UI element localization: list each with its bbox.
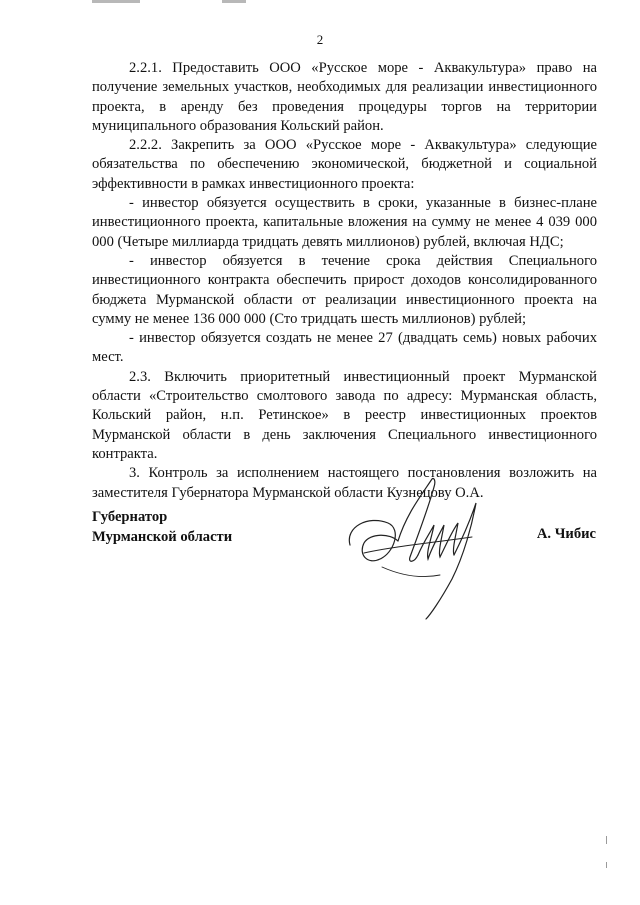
paragraph-2-2-1: 2.2.1. Предоставить ООО «Русское море - Аквакультура» право на получение земельных участков, необходимых для реализации инвестиционного проекта, в аренду без проведения процедуры торгов на территории муниципального образования Кольский район.	[92, 60, 597, 134]
signatory-title-line-2: Мурманской области	[92, 528, 233, 545]
paragraph-3: 3. Контроль за исполнением настоящего постановления возложить на заместителя Губернатора Мурманской области Кузнецову О.А.	[92, 465, 597, 501]
handwritten-signature	[340, 475, 495, 625]
signatory-name: А. Чибис	[536, 526, 596, 542]
scan-mark-margin	[606, 836, 607, 844]
list-item-new-jobs: - инвестор обязуется создать не менее 27 (двадцать семь) новых рабочих мест.	[92, 330, 597, 366]
document-body	[92, 59, 597, 503]
signatory-title-line-1: Губернатор	[92, 509, 168, 525]
scan-mark-top-right	[222, 0, 246, 3]
page-number: 2	[316, 32, 324, 47]
paragraph-2-3: 2.3. Включить приоритетный инвестиционный проект Мурманской области «Строительство смолтового завода по адресу: Мурманская область, Кольский район, н.п. Ретинское» в реестр инвестиционных проектов Мурманской области в день заключения Специального инвестиционного контракта.	[92, 368, 597, 462]
signatory-title	[92, 508, 232, 547]
list-item-budget-revenue: - инвестор обязуется в течение срока действия Специального инвестиционного контракта обеспечить прирост доходов консолидированного бюджета Мурманской области от реализации инвестиционного проекта на сумму не менее 136 000 000 (Сто тридцать шесть миллионов) рублей;	[92, 252, 597, 327]
scan-mark-margin	[606, 862, 607, 868]
scan-mark-top-left	[92, 0, 140, 3]
list-item-capital-investment: - инвестор обязуется осуществить в сроки, указанные в бизнес-плане инвестиционного проекта, капитальные вложения на сумму не менее 4 039 000 000 (Четыре миллиарда тридцать девять миллионов) рублей, включая НДС;	[92, 195, 597, 250]
paragraph-2-2-2: 2.2.2. Закрепить за ООО «Русское море - Аквакультура» следующие обязательства по обеспечению экономической, бюджетной и социальной эффективности в рамках инвестиционного проекта:	[92, 137, 597, 192]
